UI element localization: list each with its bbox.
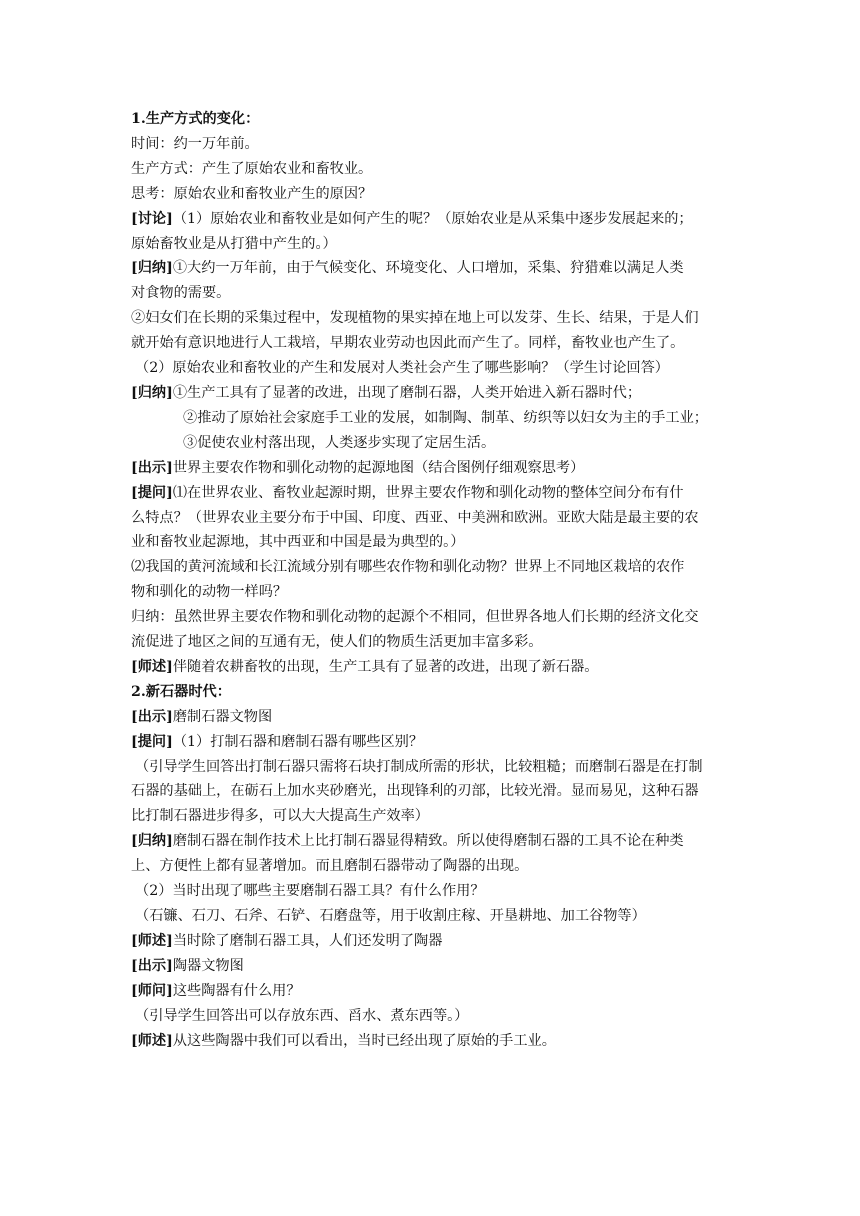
line-tag: [师述] [131,1032,173,1049]
line-text: 磨制石器文物图 [172,708,273,725]
text-line [131,157,731,182]
line-tag: [归纳] [131,260,173,277]
text-line [131,829,731,854]
line-text: ①大约一万年前，由于气候变化、环境变化、人口增加，采集、狩猎难以满足人类 [172,260,684,277]
line-text: ②推动了原始社会家庭手工业的发展，如制陶、制革、纺织等以妇女为主的手工业； [183,409,708,426]
line-text: ①生产工具有了显著的改进，出现了磨制石器，人类开始进入新石器时代； [172,384,642,401]
line-tag: [师述] [131,658,173,675]
text-line [131,1029,731,1054]
line-tag: [出示] [131,708,173,725]
line-tag: [师问] [131,982,173,999]
line-text: 世界主要农作物和驯化动物的起源地图（结合图例仔细观察思考） [172,459,585,476]
line-text: ②妇女们在长期的采集过程中，发现植物的果实掉在地上可以发芽、生长、结果，于是人们 [131,310,699,327]
text-line [131,854,731,879]
text-line [131,755,731,780]
line-text: （1）原始农业和畜牧业是如何产生的呢？（原始农业是从采集中逐步发展起来的； [172,210,693,227]
section-heading [131,107,731,132]
text-line [131,979,731,1004]
line-text: 磨制石器在制作技术上比打制石器显得精致。所以使得磨制石器的工具不论在种类 [172,833,684,850]
text-line [131,630,731,655]
line-text: （引导学生回答出可以存放东西、舀水、煮东西等。） [135,1007,469,1024]
text-line [131,207,731,232]
line-text: ③促使农业村落出现，人类逐步实现了定居生活。 [183,434,496,451]
line-text: 当时除了磨制石器工具，人们还发明了陶器 [172,932,443,949]
text-line [131,904,731,929]
line-text: 时间：约一万年前。 [131,135,259,152]
line-text: 石器的基础上，在砺石上加水夹砂磨光，出现锋利的刃部，比较光滑。显而易见，这种石器 [131,783,699,800]
line-tag: [归纳] [131,833,173,850]
line-text: （石镰、石刀、石斧、石铲、石磨盘等，用于收割庄稼、开垦耕地、加工谷物等） [135,908,646,924]
text-line [131,356,731,381]
line-text: 思考：原始农业和畜牧业产生的原因？ [131,185,373,202]
section-heading [131,680,731,705]
line-text: 上、方便性上都有显著增加。而且磨制石器带动了陶器的出现。 [131,858,529,875]
text-line [131,281,731,306]
line-tag: [出示] [131,957,173,974]
text-line [131,1004,731,1029]
text-line [131,929,731,954]
text-line [131,580,731,605]
line-text: ⑴在世界农业、畜牧业起源时期，世界主要农作物和驯化动物的整体空间分布有什 [172,484,684,501]
text-line [131,256,731,281]
line-text: 伴随着农耕畜牧的出现，生产工具有了显著的改进，出现了新石器。 [172,658,599,675]
line-tag: [师述] [131,932,173,949]
line-text: 原始畜牧业是从打猎中产生的。） [131,235,337,252]
text-line [131,132,731,157]
line-text: 业和畜牧业起源地，其中西亚和中国是最为典型的。） [131,534,465,551]
text-line [131,605,731,630]
line-tag: [讨论] [131,210,173,227]
document-body [131,107,731,1053]
line-tag: [出示] [131,459,173,476]
text-line [131,506,731,531]
line-text: 1.生产方式的变化： [131,111,260,127]
line-tag: [提问] [131,484,173,501]
line-tag: [提问] [131,733,173,750]
text-line [131,705,731,730]
line-tag: [归纳] [131,384,173,401]
text-line [131,182,731,207]
text-line [131,804,731,829]
text-line [131,655,731,680]
text-line [131,232,731,257]
text-line [131,306,731,331]
text-line [131,730,731,755]
line-text: 从这些陶器中我们可以看出，当时已经出现了原始的手工业。 [172,1032,556,1049]
line-text: 流促进了地区之间的互通有无，使人们的物质生活更加丰富多彩。 [131,634,543,651]
text-line [131,456,731,481]
text-line [131,481,731,506]
text-line [131,406,731,431]
text-line [131,879,731,904]
text-line [131,954,731,979]
line-text: （2）当时出现了哪些主要磨制石器工具？有什么作用？ [135,883,485,900]
line-text: 归纳：虽然世界主要农作物和驯化动物的起源个不相同，但世界各地人们长期的经济文化交 [131,609,699,626]
line-text: 就开始有意识地进行人工栽培，早期农业劳动也因此而产生了。同样，畜牧业也产生了。 [131,335,685,352]
line-text: 2.新石器时代： [131,683,231,700]
line-text: 对食物的需要。 [131,285,231,302]
text-line [131,331,731,356]
line-text: 这些陶器有什么用？ [172,982,301,999]
text-line [131,779,731,804]
line-text: （2）原始农业和畜牧业的产生和发展对人类社会产生了哪些影响？（学生讨论回答） [135,360,669,377]
text-line [131,431,731,456]
line-text: 陶器文物图 [172,957,244,974]
text-line [131,555,731,580]
text-line [131,530,731,555]
line-text: ⑵我国的黄河流域和长江流域分别有哪些农作物和驯化动物？世界上不同地区栽培的农作 [131,559,685,576]
line-text: 么特点？（世界农业主要分布于中国、印度、西亚、中美洲和欧洲。亚欧大陆是最主要的农 [131,509,699,526]
line-text: 生产方式：产生了原始农业和畜牧业。 [131,160,373,177]
line-text: （引导学生回答出打制石器只需将石块打制成所需的形状，比较粗糙；而磨制石器是在打制 [135,758,703,775]
line-text: 物和驯化的动物一样吗？ [131,584,288,601]
line-text: （1）打制石器和磨制石器有哪些区别？ [172,733,424,750]
text-line [131,381,731,406]
line-text: 比打制石器进步得多，可以大大提高生产效率） [131,808,429,825]
